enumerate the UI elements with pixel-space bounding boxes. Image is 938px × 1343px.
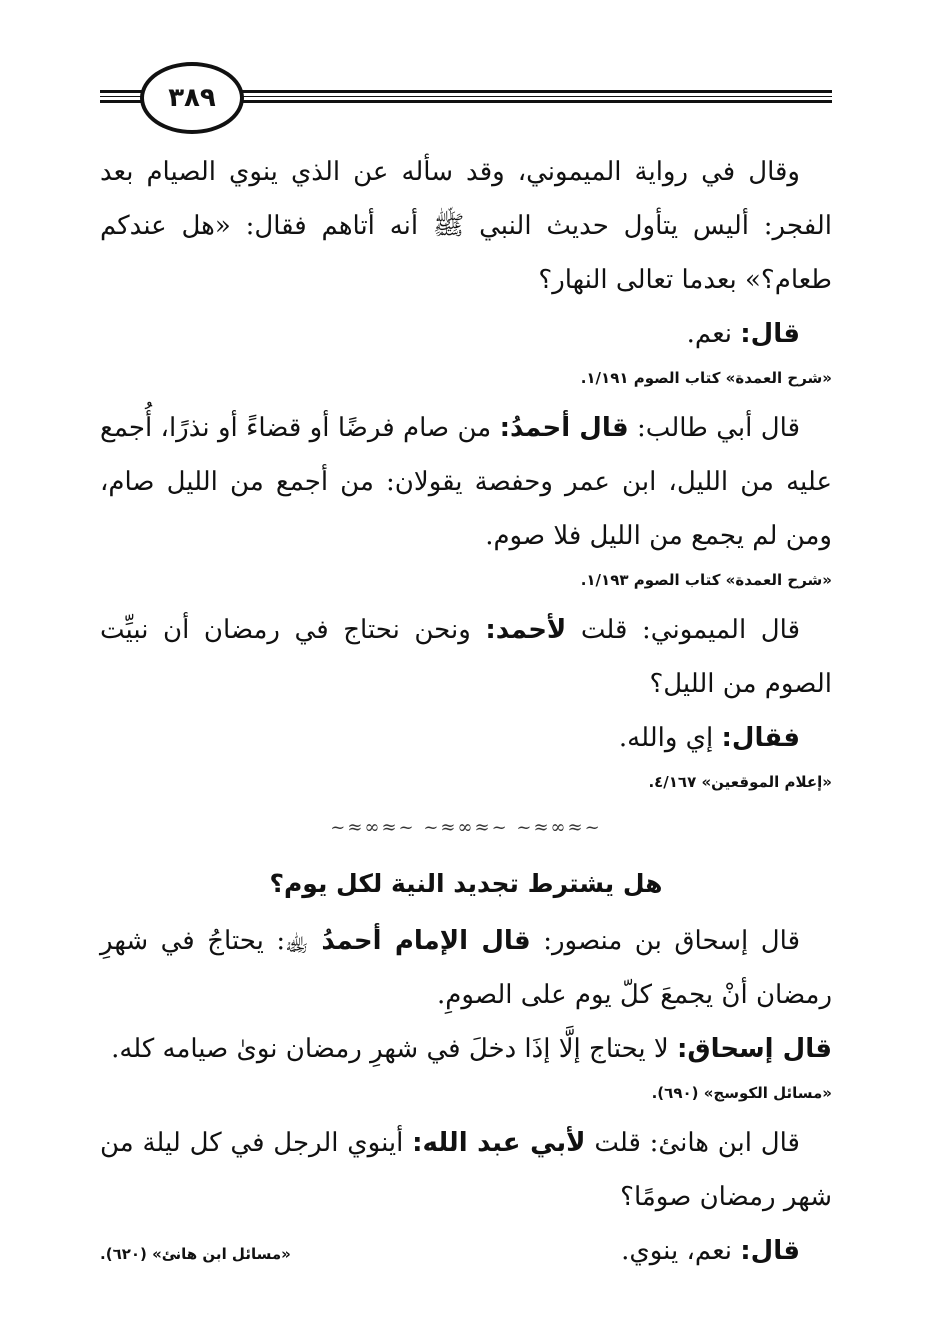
paragraph-text: أينوي الرجل في كل ليلة من شهر رمضان صومًا؟ (100, 1128, 832, 1212)
source-citation: «شرح العمدة» كتاب الصوم ١/١٩١. (580, 369, 832, 387)
paragraph-text: نعم، ينوي. (621, 1236, 741, 1266)
speaker-label: قال أحمدُ: (499, 413, 629, 443)
paragraph (100, 307, 832, 361)
speaker-label: قال: (740, 319, 800, 349)
speaker-label: قال إسحاق: (676, 1034, 832, 1064)
source-citation: «شرح العمدة» كتاب الصوم ١/١٩٣. (580, 571, 832, 589)
page-header (100, 60, 832, 130)
paragraph-text: ونحن نحتاج في رمضان أن نبيِّت الصوم من الليل؟ (100, 615, 832, 699)
source-citation: «مسائل ابن هانئ» (٦٢٠). (100, 1245, 291, 1263)
page-body (100, 145, 832, 1278)
paragraph-text: ﵀: يحتاجُ في شهرِ رمضان أنْ يجمعَ كلّ يوم على الصومِ. (100, 926, 832, 1010)
paragraph-text: إي والله. (618, 723, 722, 753)
speaker-label: لأبي عبد الله: (412, 1128, 586, 1158)
paragraph-prefix: قال إسحاق بن منصور: (530, 926, 800, 956)
paragraph-prefix: قال ابن هانئ: قلت (585, 1128, 800, 1158)
section-heading: هل يشترط تجديد النية لكل يوم؟ (269, 869, 663, 898)
paragraph-prefix: قال الميموني: قلت (566, 615, 800, 645)
speaker-label: فقال: (721, 723, 800, 753)
paragraph (100, 914, 832, 1022)
paragraph (621, 1224, 832, 1278)
paragraph (100, 1116, 832, 1224)
speaker-label: قال: (740, 1236, 800, 1266)
paragraph (100, 1022, 832, 1076)
source-citation: «مسائل الكوسج» (٦٩٠). (651, 1084, 832, 1102)
speaker-label: لأحمد: (485, 615, 567, 645)
source-citation: «إعلام الموقعين» ٤/١٦٧. (648, 773, 832, 791)
page-number: ٣٨٩ (140, 62, 244, 134)
speaker-label: قال الإمام أحمدُ (321, 926, 531, 956)
paragraph-text: من صام فرضًا أو قضاءً أو نذرًا، أُجمع عليه من الليل، ابن عمر وحفصة يقولان: من أجمع من الليل صام، ومن لم يجمع من الليل فلا صوم. (100, 413, 832, 551)
paragraph-text: نعم. (686, 319, 741, 349)
answer-row (100, 1224, 832, 1278)
section-divider-ornament: ~≈∞≈~ ~≈∞≈~ ~≈∞≈~ (330, 817, 602, 838)
paragraph-text: لا يحتاج إلَّا إذَا دخلَ في شهرِ رمضان نوىٰ صيامه كله. (111, 1034, 677, 1064)
paragraph: وقال في رواية الميموني، وقد سأله عن الذي ينوي الصيام بعد الفجر: أليس يتأول حديث النبي ﷺ أنه أتاهم فقال: «هل عندكم طعام؟» بعدما تعالى النهار؟ (100, 157, 832, 295)
paragraph (100, 401, 832, 563)
paragraph-prefix: قال أبي طالب: (628, 413, 801, 443)
paragraph (100, 711, 832, 765)
paragraph (100, 603, 832, 711)
